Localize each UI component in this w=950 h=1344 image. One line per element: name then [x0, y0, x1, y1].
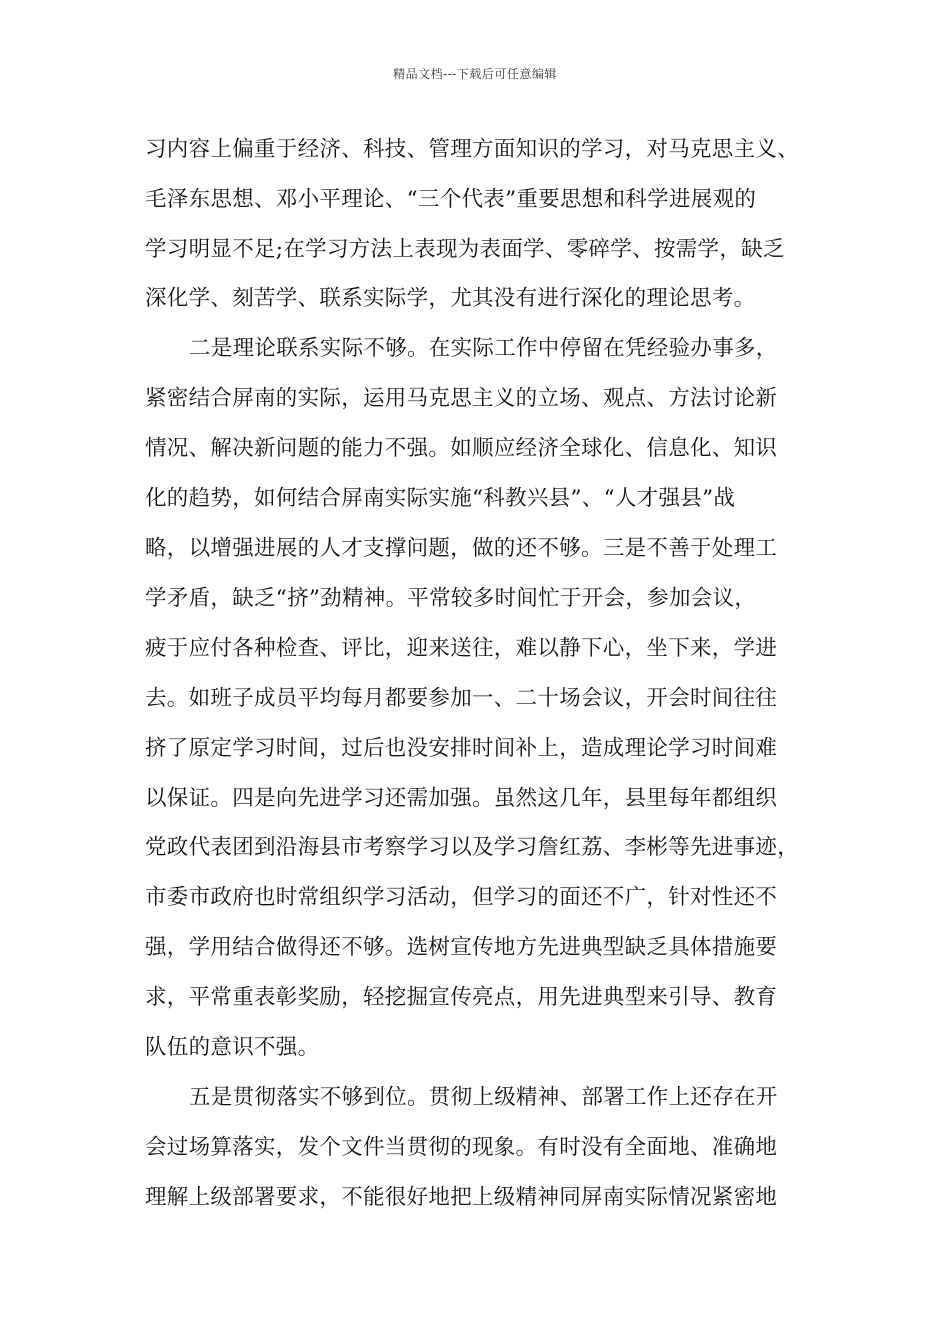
body-line: 化的趋势，如何结合屏南实际实施“科教兴县”、“人才强县”战	[145, 486, 736, 511]
body-line: 党政代表团到沿海县市考察学习以及学习詹红荔、李彬等先进事迹，	[145, 835, 800, 860]
body-line: 市委市政府也时常组织学习活动，但学习的面还不广，针对性还不	[145, 885, 778, 910]
body-line: 疲于应付各种检查、评比，迎来送往，难以静下心，坐下来，学进	[145, 636, 778, 661]
body-line: 会过场算落实，发个文件当贯彻的现象。有时没有全面地、准确地	[145, 1135, 778, 1160]
page-header: 精品文档---下载后可任意编辑	[393, 67, 557, 81]
body-line: 求，平常重表彰奖励，轻挖掘宣传亮点，用先进典型来引导、教育	[145, 985, 778, 1010]
body-line: 深化学、刻苦学、联系实际学，尤其没有进行深化的理论思考。	[145, 286, 756, 311]
body-line: 挤了原定学习时间，过后也没安排时间补上，造成理论学习时间难	[145, 736, 778, 761]
body-line: 情况、解决新问题的能力不强。如顺应经济全球化、信息化、知识	[145, 436, 778, 461]
paragraph-start-line: 二是理论联系实际不够。在实际工作中停留在凭经验办事多，	[189, 336, 778, 361]
body-line: 毛泽东思想、邓小平理论、“三个代表”重要思想和科学进展观的	[145, 187, 757, 212]
body-line: 以保证。四是向先进学习还需加强。虽然这几年，县里每年都组织	[145, 786, 778, 811]
body-line: 理解上级部署要求，不能很好地把上级精神同屏南实际情况紧密地	[145, 1185, 778, 1210]
body-line: 紧密结合屏南的实际，运用马克思主义的立场、观点、方法讨论新	[145, 386, 778, 411]
body-line: 学矛盾，缺乏“挤”劲精神。平常较多时间忙于开会，参加会议，	[145, 586, 757, 611]
body-line: 学习明显不足;在学习方法上表现为表面学、零碎学、按需学，缺乏	[145, 237, 785, 262]
paragraph-start-line: 五是贯彻落实不够到位。贯彻上级精神、部署工作上还存在开	[189, 1085, 778, 1110]
body-line: 去。如班子成员平均每月都要参加一、二十场会议，开会时间往往	[145, 686, 778, 711]
body-line: 略，以增强进展的人才支撑问题，做的还不够。三是不善于处理工	[145, 536, 778, 561]
body-line: 习内容上偏重于经济、科技、管理方面知识的学习，对马克思主义、	[145, 137, 800, 162]
body-line: 强，学用结合做得还不够。选树宣传地方先进典型缺乏具体措施要	[145, 935, 778, 960]
body-line: 队伍的意识不强。	[145, 1035, 320, 1060]
